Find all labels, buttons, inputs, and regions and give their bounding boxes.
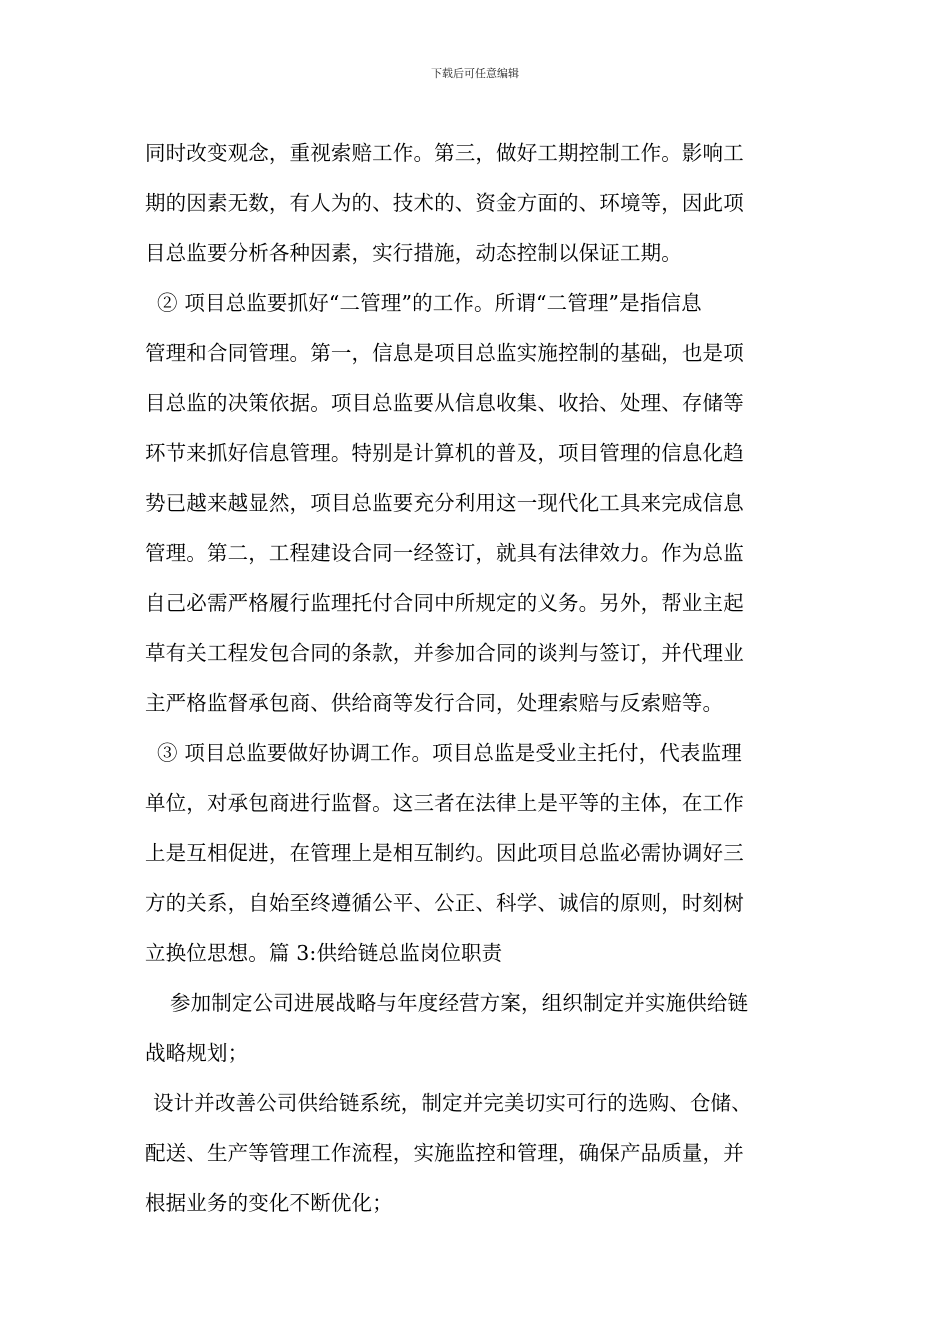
- text-line: 战略规划；: [145, 1041, 249, 1065]
- text-line: 配送、生产等管理工作流程，实施监控和管理，确保产品质量，并: [145, 1141, 744, 1165]
- text-line: 参加制定公司进展战略与年度经营方案，组织制定并实施供给链: [170, 991, 749, 1015]
- text-line: 设计并改善公司供给链系统，制定并完美切实可行的选购、仓储、: [153, 1091, 752, 1115]
- text-line: 环节来抓好信息管理。特别是计算机的普及，项目管理的信息化趋: [145, 441, 744, 465]
- text-line: 势已越来越显然，项目总监要充分利用这一现代化工具来完成信息: [145, 491, 744, 515]
- text-line: 根据业务的变化不断优化；: [145, 1191, 393, 1215]
- text-line: 单位，对承包商进行监督。这三者在法律上是平等的主体，在工作: [145, 791, 744, 815]
- text-line: 主严格监督承包商、供给商等发行合同，处理索赔与反索赔等。: [145, 691, 724, 715]
- text-line: 同时改变观念，重视索赔工作。第三，做好工期控制工作。影响工: [145, 141, 744, 165]
- text-line: 目总监要分析各种因素，实行措施，动态控制以保证工期。: [145, 241, 682, 265]
- text-line: 管理和合同管理。第一，信息是项目总监实施控制的基础，也是项: [145, 341, 744, 365]
- text-line: 草有关工程发包合同的条款，并参加合同的谈判与签订，并代理业: [145, 641, 744, 665]
- text-line: 目总监的决策依据。项目总监要从信息收集、收拾、处理、存储等: [145, 391, 744, 415]
- text-line: ② 项目总监要抓好“二管理”的工作。所谓“二管理”是指信息: [157, 291, 702, 315]
- text-line: 期的因素无数，有人为的、技术的、资金方面的、环境等，因此项: [145, 191, 744, 215]
- page-header: 下载后可任意编辑: [431, 67, 519, 80]
- document-body: [145, 128, 815, 1228]
- text-line: 管理。第二，工程建设合同一经签订，就具有法律效力。作为总监: [145, 541, 744, 565]
- text-line: 立换位思想。篇 3:供给链总监岗位职责: [145, 941, 503, 965]
- text-line: 自己必需严格履行监理托付合同中所规定的义务。另外，帮业主起: [145, 591, 744, 615]
- text-line: ③ 项目总监要做好协调工作。项目总监是受业主托付，代表监理: [157, 741, 742, 765]
- text-line: 上是互相促进，在管理上是相互制约。因此项目总监必需协调好三: [145, 841, 744, 865]
- text-line: 方的关系，自始至终遵循公平、公正、科学、诚信的原则，时刻树: [145, 891, 744, 915]
